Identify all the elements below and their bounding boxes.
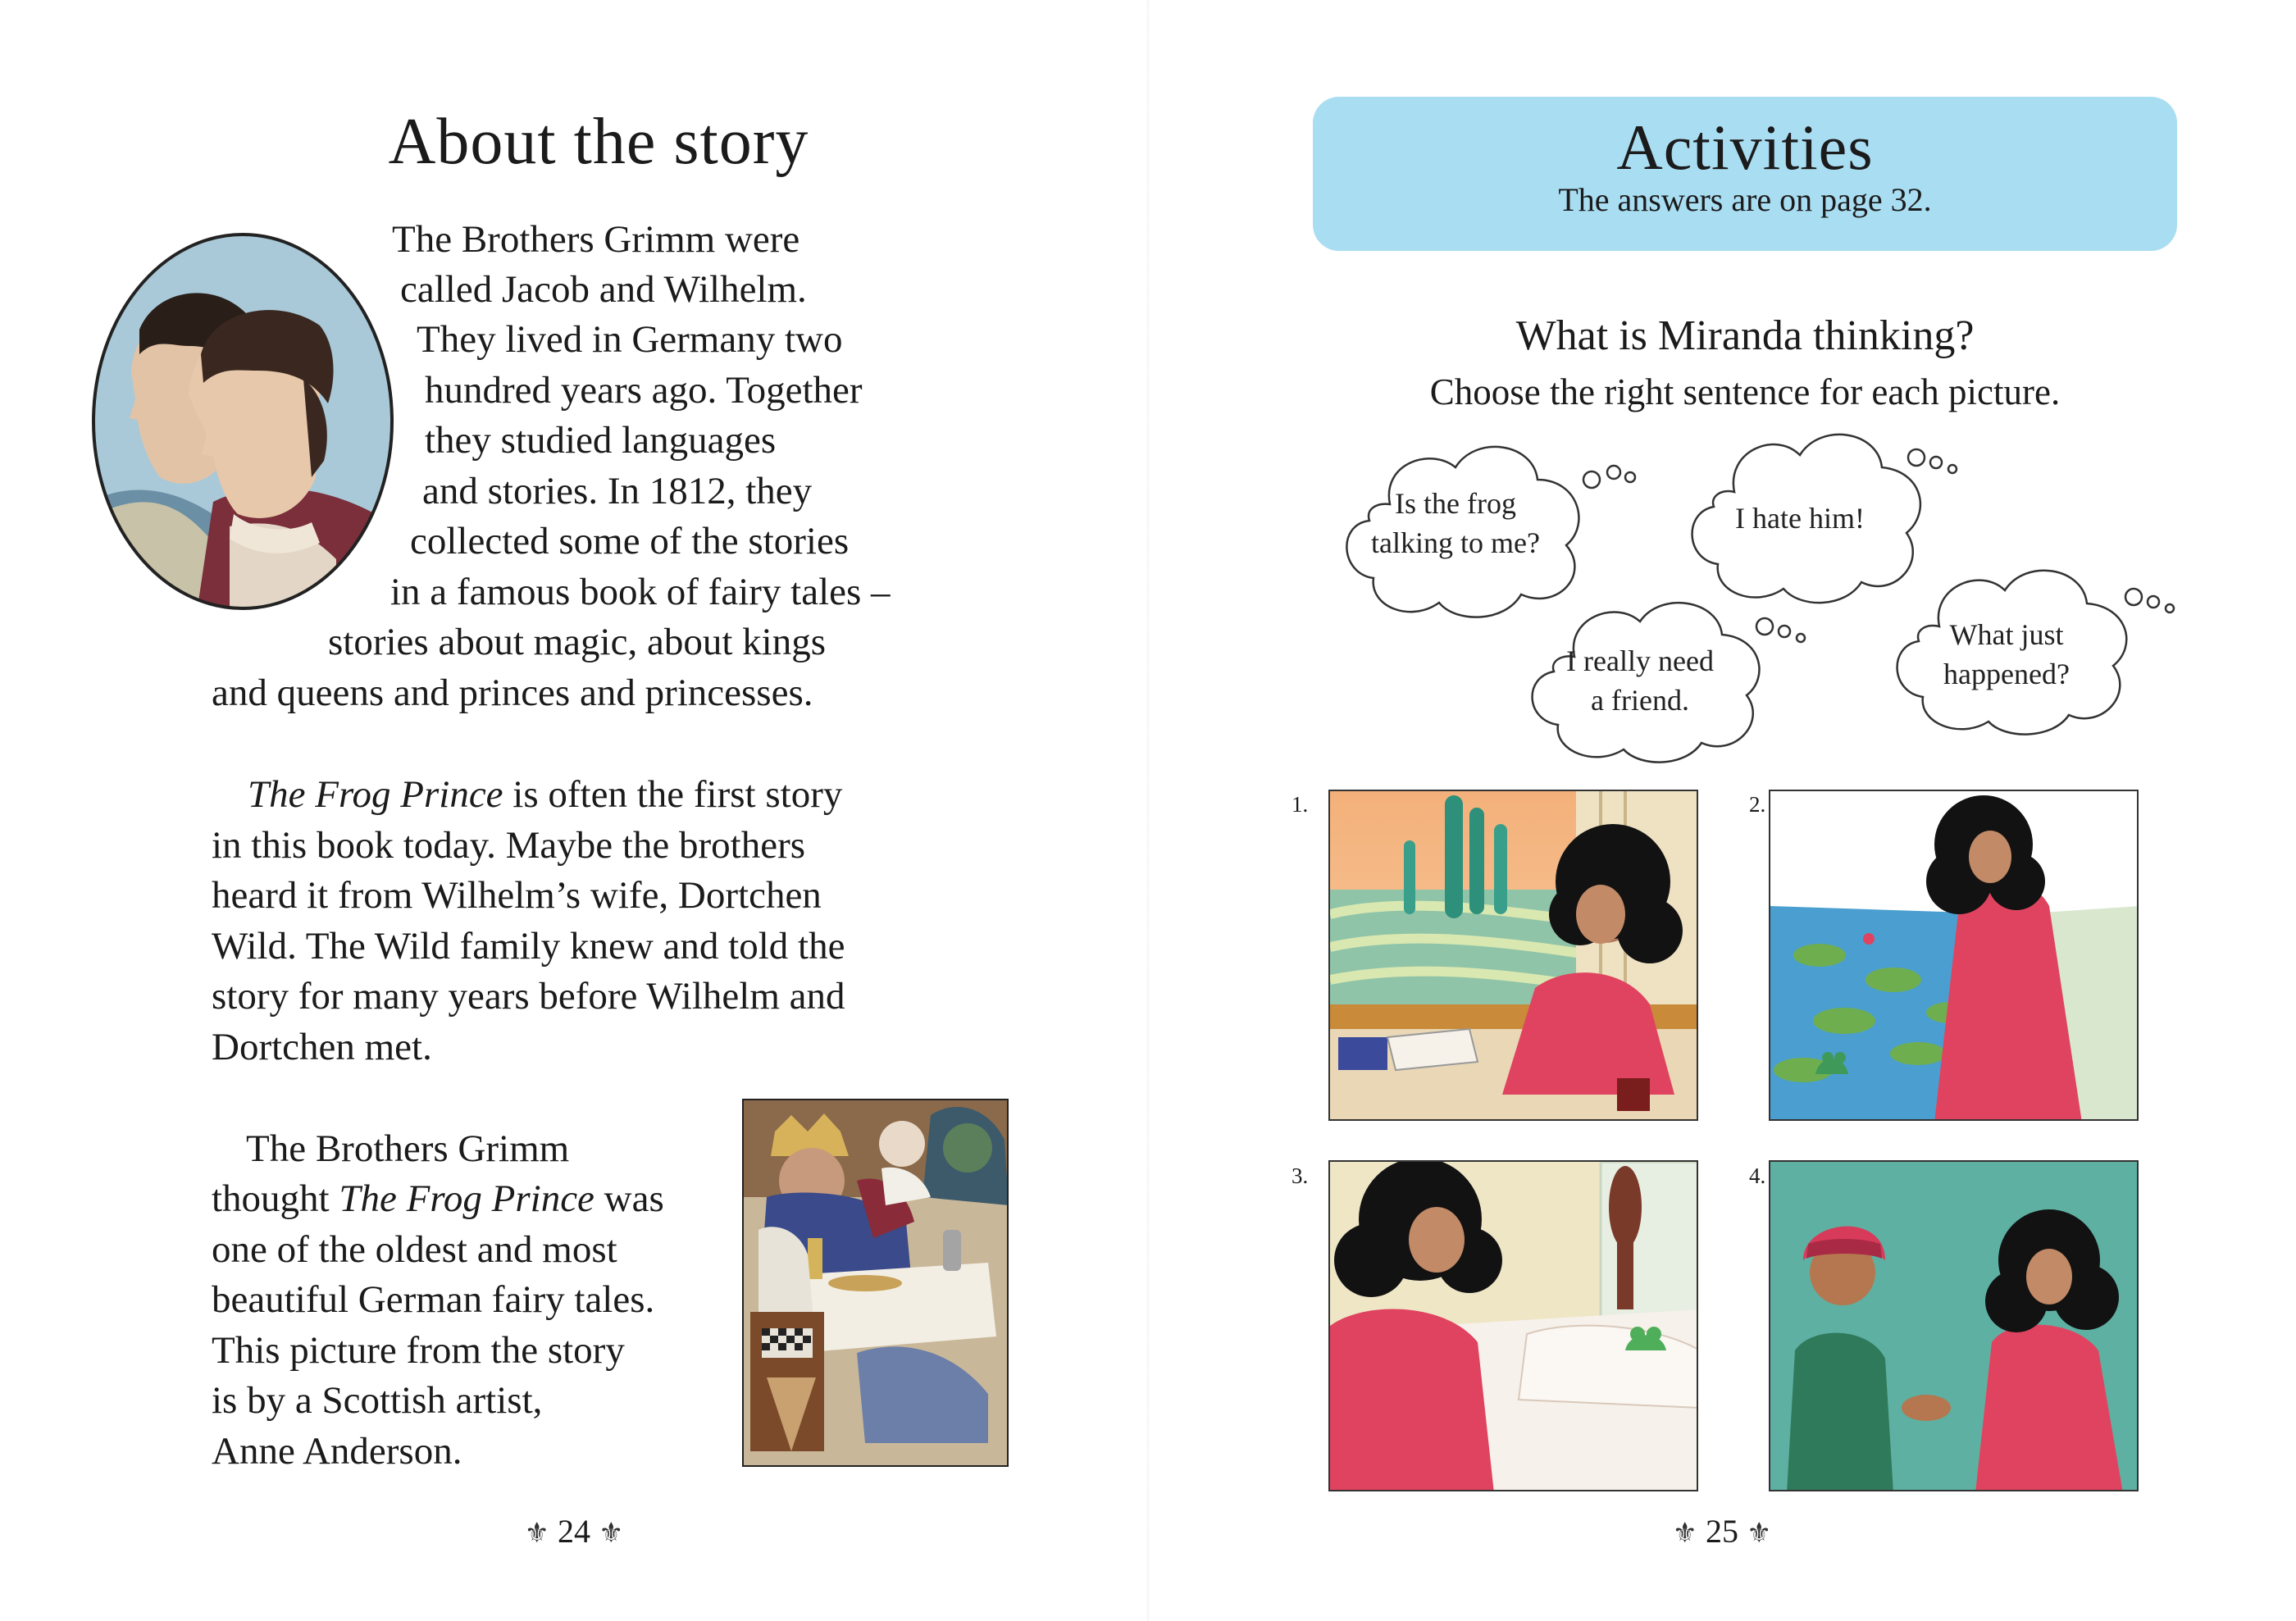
paragraph1-line: hundred years ago. Together bbox=[425, 369, 863, 412]
thought-text-3[interactable]: I really need a friend. bbox=[1566, 644, 1714, 717]
paragraph1-line: stories about magic, about kings bbox=[328, 621, 826, 663]
activities-title: Activities bbox=[1616, 112, 1874, 183]
picture-panel-4[interactable] bbox=[1769, 1160, 2139, 1491]
paragraph2-line: story for many years before Wilhelm and bbox=[212, 975, 845, 1018]
paragraph1-line: called Jacob and Wilhelm. bbox=[400, 268, 807, 311]
paragraph1-line: they studied languages bbox=[425, 419, 777, 462]
flourish-icon: ⚜ bbox=[1747, 1519, 1772, 1549]
paragraph2-line: in this book today. Maybe the brothers bbox=[212, 824, 806, 867]
panel-number: 4. bbox=[1749, 1163, 1766, 1188]
paragraph3-line: beautiful German fairy tales. bbox=[212, 1278, 655, 1321]
paragraph1-line: The Brothers Grimm were bbox=[392, 218, 800, 261]
paragraph2-line: heard it from Wilhelm’s wife, Dortchen bbox=[212, 874, 822, 917]
paragraph1-line: collected some of the stories bbox=[410, 520, 850, 562]
thought-text-4[interactable]: What just happened? bbox=[1943, 618, 2070, 690]
book-gutter bbox=[1146, 0, 1150, 1621]
book-title-italic: The Frog Prince bbox=[248, 773, 503, 816]
thought-bubbles bbox=[1755, 617, 1812, 649]
flourish-icon: ⚜ bbox=[599, 1519, 624, 1549]
thought-text-1[interactable]: Is the frog talking to me? bbox=[1371, 487, 1540, 559]
thought-bubbles bbox=[2124, 587, 2181, 620]
paragraph1-line: in a famous book of fairy tales – bbox=[390, 571, 891, 613]
thought-text-2[interactable]: I hate him! bbox=[1735, 502, 1865, 535]
picture-panel-1[interactable] bbox=[1328, 790, 1698, 1121]
paragraph2-line: The Frog Prince is often the first story bbox=[248, 773, 843, 816]
book-title-italic: The Frog Prince bbox=[339, 1177, 594, 1220]
thought-bubbles bbox=[1906, 448, 1964, 480]
flourish-icon: ⚜ bbox=[1672, 1519, 1697, 1549]
brothers-grimm-portrait bbox=[90, 231, 395, 612]
activity-question: What is Miranda thinking? bbox=[1515, 312, 1975, 359]
panel-number: 2. bbox=[1749, 792, 1766, 817]
paragraph1-line: They lived in Germany two bbox=[417, 318, 843, 361]
page-number-left: ⚜ 24 ⚜ bbox=[524, 1513, 624, 1550]
paragraph3-line: Anne Anderson. bbox=[212, 1430, 462, 1473]
paragraph3-line: is by a Scottish artist, bbox=[212, 1379, 543, 1422]
panel-number: 1. bbox=[1292, 792, 1309, 817]
flourish-icon: ⚜ bbox=[524, 1519, 549, 1549]
paragraph3-line: one of the oldest and most bbox=[212, 1228, 617, 1271]
anne-anderson-illustration bbox=[742, 1099, 1009, 1467]
paragraph3-line: This picture from the story bbox=[212, 1329, 625, 1372]
paragraph1-line: and stories. In 1812, they bbox=[422, 470, 813, 512]
activity-instruction: Choose the right sentence for each picture. bbox=[1429, 371, 2061, 412]
picture-panel-3[interactable] bbox=[1328, 1160, 1698, 1491]
answers-note: The answers are on page 32. bbox=[1558, 181, 1932, 218]
thought-bubbles bbox=[1606, 464, 1642, 489]
paragraph2-line: Wild. The Wild family knew and told the bbox=[212, 925, 845, 968]
paragraph1-line: and queens and princes and princesses. bbox=[212, 672, 813, 714]
picture-panel-2[interactable] bbox=[1769, 790, 2139, 1121]
paragraph3-line: thought The Frog Prince was bbox=[212, 1177, 664, 1220]
page-number-right: ⚜ 25 ⚜ bbox=[1672, 1513, 1772, 1550]
paragraph2-line: Dortchen met. bbox=[212, 1026, 432, 1068]
page-title: About the story bbox=[388, 106, 809, 178]
paragraph3-line: The Brothers Grimm bbox=[246, 1127, 570, 1170]
panel-number: 3. bbox=[1292, 1163, 1309, 1188]
